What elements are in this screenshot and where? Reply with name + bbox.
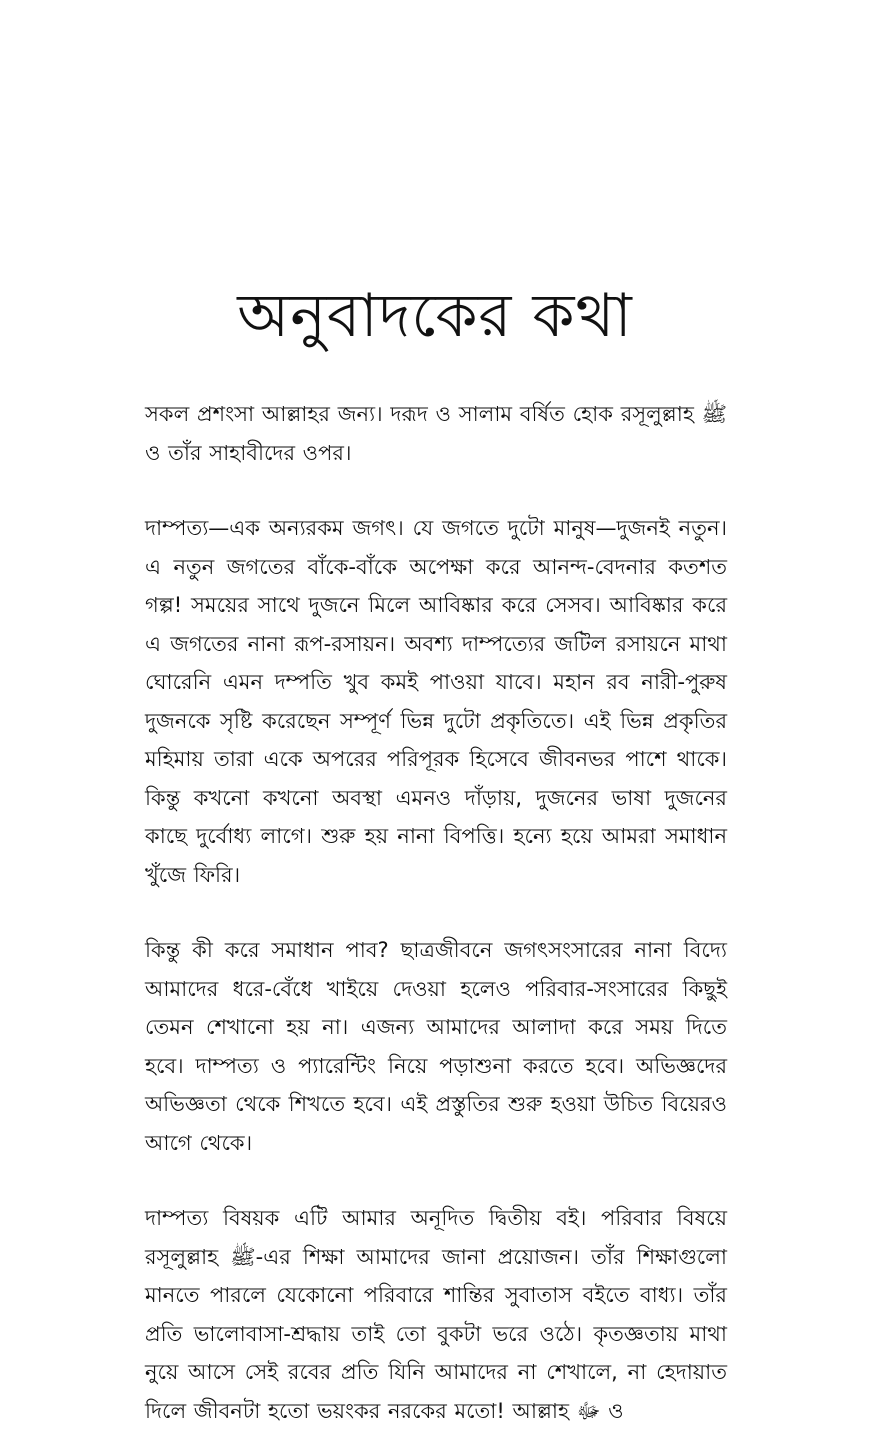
body-text bbox=[145, 395, 727, 1430]
paragraph-2: দাম্পত্য—এক অন্যরকম জগৎ। যে জগতে দুটো মানুষ—দুজনই নতুন। এ নতুন জগতের বাঁকে-বাঁকে অপেক্ষা করে আনন্দ-বেদনার কতশত গল্প! সময়ের সাথে দুজনে মিলে আবিষ্কার করে সেসব। আবিষ্কার করে এ জগতের নানা রূপ-রসায়ন। অবশ্য দাম্পত্যের জটিল রসায়নে মাথা ঘোরেনি এমন দম্পতি খুব কমই পাওয়া যাবে। মহান রব নারী-পুরুষ দুজনকে সৃষ্টি করেছেন সম্পূর্ণ ভিন্ন দুটো প্রকৃতিতে। এই ভিন্ন প্রকৃতির মহিমায় তারা একে অপরের পরিপূরক হিসেবে জীবনভর পাশে থাকে। কিন্তু কখনো কখনো অবস্থা এমনও দাঁড়ায়, দুজনের ভাষা দুজনের কাছে দুর্বোধ্য লাগে। শুরু হয় নানা বিপত্তি। হন্যে হয়ে আমরা সমাধান খুঁজে ফিরি। bbox=[145, 516, 727, 887]
page-title: অনুবাদকের কথা bbox=[237, 281, 633, 351]
paragraph-1: সকল প্রশংসা আল্লাহর জন্য। দরূদ ও সালাম বর্ষিত হোক রসূলুল্লাহ ﷺ ও তাঁর সাহাবীদের ওপর। bbox=[145, 402, 727, 465]
paragraph-3: কিন্তু কী করে সমাধান পাব? ছাত্রজীবনে জগৎসংসারের নানা বিদ্যে আমাদের ধরে-বেঁধে খাইয়ে দেওয়া হলেও পরিবার-সংসারের কিছুই তেমন শেখানো হয় না। এজন্য আমাদের আলাদা করে সময় দিতে হবে। দাম্পত্য ও প্যারেন্টিং নিয়ে পড়াশুনা করতে হবে। অভিজ্ঞদের অভিজ্ঞতা থেকে শিখতে হবে। এই প্রস্তুতির শুরু হওয়া উচিত বিয়েরও আগে থেকে। bbox=[145, 938, 727, 1155]
paragraph-4: দাম্পত্য বিষয়ক এটি আমার অনূদিত দ্বিতীয় বই। পরিবার বিষয়ে রসূলুল্লাহ ﷺ-এর শিক্ষা আমাদের জানা প্রয়োজন। তাঁর শিক্ষাগুলো মানতে পারলে যেকোনো পরিবারে শান্তির সুবাতাস বইতে বাধ্য। তাঁর প্রতি ভালোবাসা-শ্রদ্ধায় তাই তো বুকটা ভরে ওঠে। কৃতজ্ঞতায় মাথা নুয়ে আসে সেই রবের প্রতি যিনি আমাদের না শেখালে, না হেদায়াত দিলে জীবনটা হতো ভয়ংকর নরকের মতো! আল্লাহ ﷻ ও bbox=[145, 1206, 727, 1423]
